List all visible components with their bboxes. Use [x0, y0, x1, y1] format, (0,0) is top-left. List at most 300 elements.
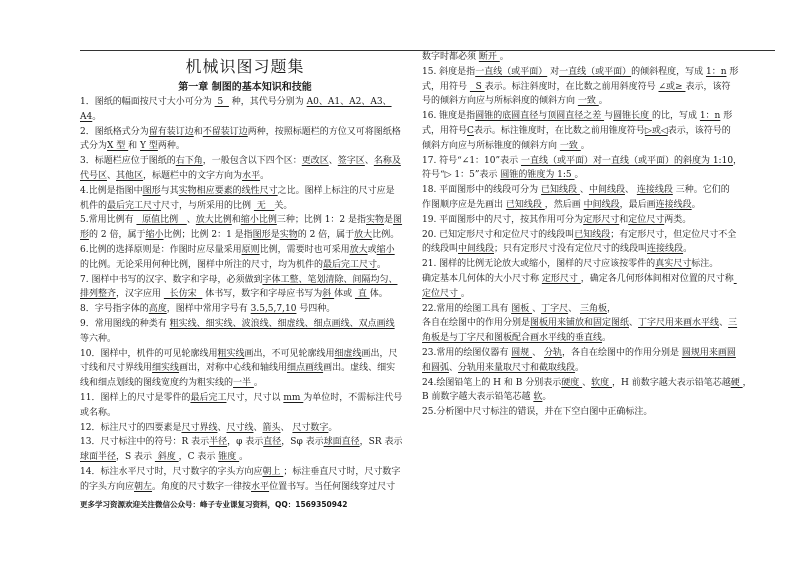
answer-blank: 一致: [559, 140, 581, 151]
text-segment: ，汉字应用: [116, 289, 164, 300]
text-segment: 、: [624, 185, 637, 196]
text-segment: 12．标注尺寸的四要素是: [80, 422, 182, 433]
answer-blank: 其他区: [116, 170, 144, 181]
text-segment: 寸线和尺寸界线用: [80, 363, 153, 374]
text-segment: ；只有定形尺寸没有定位尺寸的线段叫: [494, 244, 648, 255]
text-segment: 画出，不可见轮廓线用: [244, 348, 335, 359]
left-question-list: [80, 95, 412, 495]
text-segment: 。: [239, 452, 249, 463]
answer-blank: 1：n: [705, 66, 727, 77]
answer-blank: 半径: [209, 437, 228, 448]
text-segment: 4.比例是指图中: [80, 185, 143, 196]
answer-blank: 1：n: [699, 111, 721, 122]
text-segment: 体或: [334, 289, 355, 300]
text-segment: 。: [691, 199, 701, 210]
answer-blank: 一半: [233, 378, 254, 389]
text-segment: 1．图纸的幅面按尺寸大小可分为: [80, 97, 215, 107]
text-segment: 18. 平面图形中的线段可分为: [422, 185, 542, 196]
text-line: [80, 480, 412, 495]
text-segment: 5.常用比例有: [80, 215, 137, 226]
text-line: [80, 273, 412, 288]
text-segment: 三种；比例 1：2 是指: [276, 215, 367, 226]
text-segment: 体书写，数字和字母应书写为: [202, 289, 323, 300]
text-segment: 。: [602, 333, 612, 344]
answer-blank: 定形尺寸: [583, 214, 620, 225]
text-segment: 是: [270, 230, 280, 241]
text-segment: 、: [449, 362, 459, 373]
text-line: [422, 376, 778, 391]
text-segment: 种，其代号分别为: [228, 97, 307, 107]
text-segment: 、: [280, 422, 293, 433]
answer-blank: 已知线段: [541, 185, 580, 196]
text-segment: 与其: [160, 185, 179, 196]
answer-blank: 球面直径: [323, 437, 360, 448]
text-line: [80, 125, 412, 140]
text-segment: ，然后画: [544, 199, 584, 210]
text-segment: 的倾斜程度，写成: [631, 66, 706, 77]
text-segment: 的线段叫: [422, 244, 459, 255]
text-line: [80, 376, 412, 391]
answer-blank: 角板是与丁字尺和图板配合画水平线的垂直线: [422, 333, 603, 344]
text-line: [422, 124, 778, 139]
text-line: [80, 243, 412, 258]
text-segment: ；标注垂直尺寸时，尺寸数字: [283, 466, 401, 477]
text-line: [80, 154, 412, 169]
answer-blank: X 型: [107, 141, 129, 152]
text-segment: 关。: [274, 200, 293, 211]
text-line: [80, 258, 412, 273]
answer-blank: 粗实线: [217, 348, 245, 359]
text-segment: 和: [128, 141, 141, 152]
text-segment: 形: [720, 111, 733, 122]
answer-blank: ▷或◁: [644, 125, 668, 136]
text-segment: 比例。: [372, 230, 400, 241]
text-line: [422, 183, 778, 198]
text-segment: 9．常用图线的种类有: [80, 318, 170, 329]
text-segment: 标注。: [691, 259, 719, 270]
text-segment: 24.绘图铅笔上的 H 和 B 分别表示: [422, 377, 562, 388]
answer-blank: 字体工整、笔划清除、间隔均匀、: [262, 274, 398, 285]
answer-blank: 断开: [478, 52, 500, 62]
answer-blank: 图形: [252, 230, 271, 241]
left-column: [80, 95, 412, 510]
text-line: [80, 199, 412, 214]
text-segment: 体。: [369, 289, 388, 300]
answer-blank: 放大比例: [195, 215, 232, 226]
text-segment: 25.分析图中尺寸标注的错误，并在下空白图中正确标注。: [422, 407, 653, 418]
answer-blank: 更改区: [301, 156, 329, 167]
answer-blank: 高度: [148, 304, 167, 315]
answer-blank: C: [467, 125, 474, 136]
text-segment: 为单位时，不需标注代号: [303, 392, 403, 403]
text-segment: ，一般包含以下四个区：: [202, 156, 302, 167]
text-segment: 对: [547, 66, 560, 77]
text-line: [80, 347, 412, 362]
text-segment: 式，用符号: [422, 125, 468, 136]
answer-blank: 定形尺寸: [541, 273, 581, 284]
text-line: [80, 391, 412, 406]
text-segment: 和: [619, 214, 629, 225]
answer-blank: 最后完工尺寸: [323, 259, 378, 270]
answer-blank: 留有装订边: [148, 126, 194, 137]
answer-blank: 尺寸线: [226, 422, 254, 433]
text-segment: 、: [328, 156, 338, 167]
text-segment: 比例；比例 2：1 是指: [163, 230, 253, 241]
text-segment: 。: [253, 378, 263, 389]
text-line: [422, 80, 778, 95]
text-segment: 三种。它们的: [672, 185, 730, 196]
text-segment: 。: [575, 362, 585, 373]
text-segment: ，: [742, 377, 752, 388]
answer-blank: 球面半径: [80, 452, 117, 463]
text-line: [422, 257, 778, 272]
answer-blank: 软: [533, 392, 543, 403]
text-line: [80, 287, 412, 302]
text-line: [80, 406, 412, 421]
text-line: [422, 94, 778, 109]
text-segment: 、: [568, 303, 580, 314]
answer-blank: 圆规: [511, 347, 533, 358]
text-segment: 。: [460, 288, 470, 299]
text-segment: 之比。图样上标注的尺寸应是: [277, 185, 395, 196]
answer-blank: 细虚线: [334, 348, 362, 359]
answer-blank: 缩小: [145, 230, 164, 241]
text-segment: 。: [328, 422, 338, 433]
answer-blank: 签字区: [337, 156, 365, 167]
answer-blank: 丁字尺用来画水平线: [638, 318, 720, 329]
text-segment: 的 2 倍，属于: [89, 230, 146, 241]
text-line: [80, 450, 412, 465]
text-segment: ，H 前数字越大表示铅笔芯越: [612, 377, 731, 388]
text-line: [80, 228, 412, 243]
text-line: [80, 139, 412, 154]
text-segment: 机件的: [80, 200, 108, 211]
answer-blank: 中间线段: [588, 185, 625, 196]
right-column: [422, 50, 778, 420]
text-segment: 21. 图样的比例无论放大或缩小，图样的尺寸应该按零件的: [422, 259, 656, 270]
text-segment: 或: [367, 244, 377, 255]
answer-blank: 箭头: [262, 422, 281, 433]
answer-blank: 硬度: [561, 377, 583, 388]
text-segment: 画出，对称中心线和轴线用: [179, 363, 288, 374]
answer-blank: 丁字尺: [541, 303, 569, 314]
answer-blank: 中间线段: [458, 244, 495, 255]
answer-blank: ∠或≥: [658, 81, 686, 92]
text-segment: 画出。虚线、细实: [323, 363, 396, 374]
answer-blank: 一直线（或平面）对一直线（或平面）的斜度为 1:10: [520, 155, 734, 166]
answer-blank: 朝左: [134, 481, 153, 492]
answer-blank: 图板用来铺放和固定图纸: [530, 318, 630, 329]
text-line: [80, 110, 412, 125]
text-segment: ，标题栏中的文字方向为: [143, 170, 243, 181]
text-segment: ，确定各几何形体间相对位置的尺寸称: [580, 273, 734, 284]
answer-blank: 连接线段: [655, 199, 692, 210]
text-segment: ，SR 表示: [359, 437, 403, 448]
text-segment: 号的倾斜方向应与所标斜度的倾斜方向: [422, 96, 578, 107]
text-segment: 10．图样中，机件的可见轮廓线用: [80, 348, 218, 359]
text-segment: 15. 斜度是指: [422, 66, 476, 77]
text-segment: 。角度的尺寸数字一律按: [152, 481, 252, 492]
answer-blank: 一直线（或平面）: [475, 66, 548, 77]
text-line: [422, 390, 778, 405]
text-segment: 17. 符号“∠1：10”表示: [422, 155, 521, 166]
text-line: [422, 50, 778, 65]
answer-blank: S: [469, 81, 485, 92]
text-segment: 和: [231, 215, 241, 226]
text-segment: 。: [542, 392, 552, 403]
text-segment: 与: [604, 111, 614, 122]
text-segment: 23.常用的绘图仪器有: [422, 347, 512, 358]
answer-blank: 连接线段: [636, 185, 673, 196]
answer-blank: 排列整齐: [80, 289, 117, 300]
text-segment: ，各自在绘图中的作用分别是: [561, 347, 682, 358]
text-segment: 、: [107, 170, 117, 181]
text-segment: 。: [598, 96, 608, 107]
answer-blank: 实物: [279, 230, 298, 241]
text-segment: 11．图样上的尺寸是零件的: [80, 392, 191, 403]
answer-blank: 已知线段: [505, 199, 545, 210]
answer-blank: 放大: [349, 244, 368, 255]
answer-blank: A4: [80, 111, 93, 122]
text-segment: 。: [92, 111, 102, 122]
text-segment: 位置书写。当任何图线穿过尺寸: [269, 481, 396, 492]
text-line: [422, 65, 778, 80]
answer-blank: 实物: [366, 215, 385, 226]
text-segment: 作图顺序应是先画出: [422, 199, 506, 210]
text-segment: ，: [733, 155, 743, 166]
text-segment: 、: [364, 156, 374, 167]
text-segment: 、: [217, 422, 227, 433]
answer-blank: 三角板: [579, 303, 607, 314]
text-segment: 16. 锥度是指: [422, 111, 476, 122]
text-segment: 两种。: [157, 141, 185, 152]
text-segment: 的 2 倍，属于: [297, 230, 355, 241]
text-segment: 线和细点划线的图线宽度约为粗实线的: [80, 378, 234, 389]
text-segment: 7. 图样中书写的汉字、数字和字母，必须做到: [80, 274, 263, 285]
chapter-heading: 第一章 制图的基本知识和技能: [178, 82, 312, 93]
text-segment: 、: [629, 318, 639, 329]
text-segment: ，S 表示: [116, 452, 155, 463]
text-segment: 22.常用的绘图工具有: [422, 303, 512, 314]
text-line: [80, 332, 412, 347]
text-segment: 式分为: [80, 141, 108, 152]
text-segment: ；有定形尺寸，但定位尺寸不全: [610, 229, 737, 240]
text-segment: 19. 平面图形中的尺寸，按其作用可分为: [422, 214, 584, 225]
answer-blank: 连接线段: [647, 244, 684, 255]
answer-blank: 最后完工尺寸: [107, 200, 162, 211]
answer-blank: 放大: [354, 230, 373, 241]
text-segment: 形: [726, 66, 739, 77]
text-line: [422, 361, 778, 376]
text-segment: 表示。标注斜度时，在比数之前用斜度符号: [484, 81, 659, 92]
text-segment: 2．图纸格式分为: [80, 126, 149, 137]
document-title: 机械识图习题集: [185, 57, 305, 76]
footer-note: 更多学习资源欢迎关注微信公众号：峰子专业课复习资料，QQ：1569350942: [80, 499, 348, 509]
answer-blank: 一直线（或平面）: [559, 66, 632, 77]
answer-blank: 最后完工: [190, 392, 227, 403]
answer-blank: 图形: [142, 185, 161, 196]
answer-blank: 名称及: [373, 156, 401, 167]
answer-blank: 细实线: [152, 363, 180, 374]
text-line: [80, 302, 412, 317]
text-segment: 、: [719, 318, 729, 329]
text-line: [422, 405, 778, 420]
text-line: [80, 435, 412, 450]
answer-blank: 水平: [242, 170, 261, 181]
text-segment: ，图样中常用字号有: [166, 304, 251, 315]
answer-blank: 硬: [730, 377, 743, 388]
text-segment: 画出，尺: [361, 348, 398, 359]
text-line: [422, 287, 778, 302]
text-segment: 两种，按照标题栏的方位又可将图纸格: [247, 126, 401, 137]
answer-blank: 已知线段: [574, 229, 611, 240]
text-segment: 符号“▷ 1：5”表示: [422, 170, 501, 181]
answer-blank: 水平: [251, 481, 270, 492]
answer-blank: 圆锥长度: [613, 111, 652, 122]
text-segment: 表示，该符号的: [667, 125, 731, 136]
answer-blank: 实物相应要素的线性尺寸: [178, 185, 278, 196]
text-segment: 尺寸，尺寸以: [226, 392, 284, 403]
text-segment: 3．标题栏应位于图纸的: [80, 156, 176, 167]
text-segment: 14．标注水平尺寸时，尺寸数字的字头方向应: [80, 466, 263, 477]
text-segment: 。: [377, 259, 387, 270]
text-segment: 、: [582, 377, 592, 388]
answer-blank: 原值比例: [136, 215, 187, 226]
answer-blank: 定位尺寸: [422, 288, 461, 299]
answer-blank: 朝上: [262, 466, 284, 477]
text-segment: 、: [532, 303, 542, 314]
text-line: [422, 228, 778, 243]
answer-blank: 圆锥的锥度为 1:5: [500, 170, 575, 181]
answer-blank: 直: [354, 289, 370, 300]
text-line: [422, 168, 778, 183]
answer-blank: 5: [214, 97, 229, 107]
answer-blank: 原则: [241, 244, 260, 255]
text-segment: 。: [260, 170, 270, 181]
text-line: [80, 465, 412, 480]
answer-blank: 分轨用来量取尺寸和截取线段: [458, 362, 576, 373]
answer-blank: 图: [393, 215, 403, 226]
answer-blank: 中间线段: [583, 199, 620, 210]
answer-blank: 斜度: [154, 452, 179, 463]
text-segment: 等六种。: [80, 333, 117, 344]
answer-blank: 真实尺寸: [655, 259, 692, 270]
text-line: [422, 213, 778, 228]
answer-blank: 缩小比例: [240, 215, 277, 226]
text-segment: 比例，需要时也可采用: [259, 244, 350, 255]
text-segment: 表示，该符: [685, 81, 731, 92]
text-segment: 。: [499, 52, 509, 62]
text-segment: 的字头方向应: [80, 481, 135, 492]
text-segment: B 前数字越大表示铅笔芯越: [422, 392, 534, 403]
answer-blank: 3.5,5,7,10: [250, 304, 297, 315]
text-segment: ，C 表示: [178, 452, 219, 463]
text-segment: ，最后画: [619, 199, 656, 210]
text-line: [422, 272, 778, 287]
answer-blank: 细点画线: [287, 363, 324, 374]
answer-blank: [734, 274, 737, 284]
text-segment: 或名称。: [80, 407, 117, 418]
text-segment: 的比例。无论采用何种比例，图样中所注的尺寸，均为机件的: [80, 259, 324, 270]
text-segment: 数字时都必须: [422, 52, 479, 62]
answer-blank: 尺寸界线: [181, 422, 218, 433]
text-segment: 尺寸，与所采用的比例: [161, 200, 254, 211]
text-segment: ，φ 表示: [227, 437, 264, 448]
text-segment: 8．字号指字体的: [80, 304, 149, 315]
text-line: [422, 346, 778, 361]
text-line: [422, 316, 778, 331]
text-line: [422, 302, 778, 317]
text-segment: 、: [186, 215, 196, 226]
text-segment: 是: [384, 215, 394, 226]
answer-blank: 锥度: [218, 452, 240, 463]
answer-blank: 直径: [263, 437, 282, 448]
answer-blank: 形: [80, 230, 90, 241]
text-segment: 表示。标注锥度时，在比数之前用锥度符号: [473, 125, 645, 136]
text-segment: 号四种。: [296, 304, 336, 315]
text-segment: 确定基本几何体的大小尺寸称: [422, 273, 542, 284]
answer-blank: 和圆弧: [422, 362, 450, 373]
text-segment: 13．尺寸标注中的符号：R 表示: [80, 437, 210, 448]
text-line: [422, 242, 778, 257]
text-segment: 倾斜方向应与所标锥度的倾斜方向: [422, 140, 560, 151]
text-segment: 式，用符号: [422, 81, 470, 92]
answer-blank: 粗实线、细实线、波浪线、细虚线、细点画线、双点画线: [169, 318, 395, 329]
answer-blank: 软度: [591, 377, 612, 388]
right-question-list: [422, 50, 778, 420]
answer-blank: mm: [283, 392, 304, 403]
answer-blank: 右下角: [175, 156, 203, 167]
answer-blank: 分轨: [543, 347, 562, 358]
text-line: [80, 317, 412, 332]
text-line: [422, 109, 778, 124]
text-line: [80, 361, 412, 376]
answer-blank: 圆锥的底圆直径与顶圆直径之差: [475, 111, 605, 122]
text-line: [422, 154, 778, 169]
answer-blank: 尺寸数字: [292, 422, 329, 433]
answer-blank: Y 型: [140, 141, 158, 152]
answer-blank: 斜: [322, 289, 335, 300]
text-segment: 。: [683, 244, 693, 255]
text-segment: 两类。: [664, 214, 692, 225]
text-segment: 和: [193, 126, 203, 137]
text-line: [80, 184, 412, 199]
text-segment: 6.比例的选择原则是：作图时应尽量采用: [80, 244, 242, 255]
answer-blank: 无: [253, 200, 275, 211]
text-line: [422, 139, 778, 154]
answer-blank: 长仿宋: [163, 289, 203, 300]
text-segment: 各自在绘图中的作用分别是: [422, 318, 531, 329]
text-segment: ，: [606, 303, 616, 314]
text-segment: 。: [580, 140, 590, 151]
answer-blank: 一致: [577, 96, 599, 107]
text-segment: 20. 已知定形尺寸和定位尺寸的线段叫: [422, 229, 575, 240]
text-line: [80, 421, 412, 436]
answer-blank: 圆规用来画圆: [681, 347, 736, 358]
answer-blank: 代号区: [80, 170, 108, 181]
text-segment: 的比，写成: [651, 111, 700, 122]
text-line: [80, 169, 412, 184]
text-segment: 。: [574, 170, 584, 181]
text-segment: 、: [532, 347, 544, 358]
text-line: [422, 331, 778, 346]
answer-blank: 缩小: [376, 244, 395, 255]
text-segment: 、: [579, 185, 589, 196]
text-segment: ，Sφ 表示: [281, 437, 324, 448]
text-line: [80, 213, 412, 228]
text-line: [422, 198, 778, 213]
answer-blank: 三: [728, 318, 738, 329]
